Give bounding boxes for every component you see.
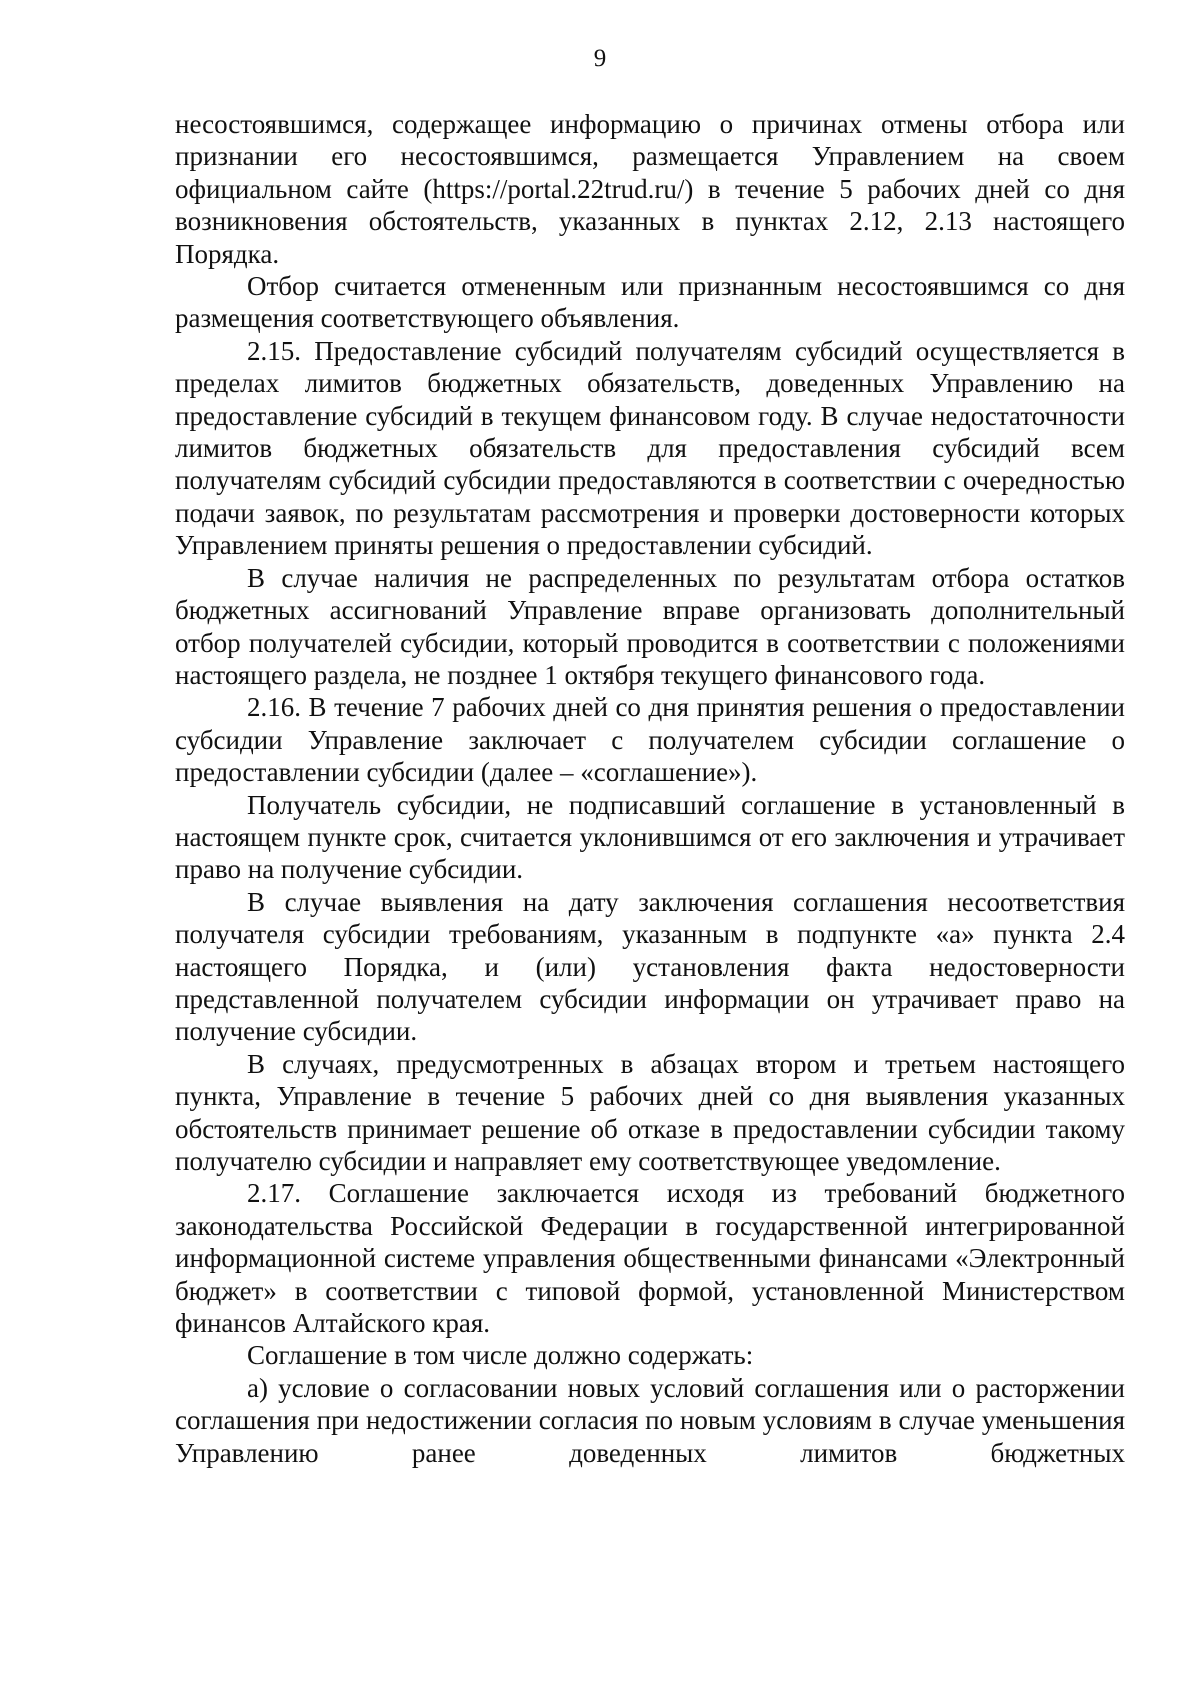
paragraph-agreement-contents: Соглашение в том числе должно содержать:	[247, 1340, 754, 1371]
paragraph-nonconformity: В случае выявления на дату заключения соглашения несоответствия получателя субсидии требованиям, указанным в подпункте «а» пункта 2.4 настоящего Порядка, и (или) установления факта недостоверности представленной получателем субсидии информации он утрачивает право на получение субсидии.	[175, 886, 1125, 1047]
document-body	[175, 108, 1125, 1469]
paragraph-continuation: несостоявшимся, содержащее информацию о причинах отмены отбора или признании его несостоявшимся, размещается Управлением на своем официальном сайте (https://portal.22trud.ru/) в течение 5 рабочих дней со дня возникновения обстоятельств, указанных в пунктах 2.12, 2.13 настоящего Порядка.	[175, 109, 1125, 269]
paragraph-clause-2-17: 2.17. Соглашение заключается исходя из требований бюджетного законодательства Российской Федерации в государственной интегрированной информационной системе управления общественными финансами «Электронный бюджет» в соответствии с типовой формой, установленной Министерством финансов Алтайского края.	[175, 1178, 1125, 1339]
paragraph-refusal-decision: В случаях, предусмотренных в абзацах втором и третьем настоящего пункта, Управление в течение 5 рабочих дней со дня выявления указанных обстоятельств принимает решение об отказе в предоставлении субсидии такому получателю субсидии и направляет ему соответствующее уведомление.	[175, 1048, 1125, 1176]
paragraph-additional-selection: В случае наличия не распределенных по результатам отбора остатков бюджетных ассигнований Управление вправе организовать дополнительный отбор получателей субсидии, который проводится в соответствии с положениями настоящего раздела, не позднее 1 октября текущего финансового года.	[175, 562, 1125, 690]
paragraph-clause-2-16: 2.16. В течение 7 рабочих дней со дня принятия решения о предоставлении субсидии Управление заключает с получателем субсидии соглашение о предоставлении субсидии (далее – «соглашение»).	[175, 692, 1125, 788]
page-number: 9	[593, 45, 607, 72]
paragraph-unsigned-agreement: Получатель субсидии, не подписавший соглашение в установленный в настоящем пункте срок, считается уклонившимся от его заключения и утрачивает право на получение субсидии.	[175, 789, 1125, 885]
paragraph-subclause-a: а) условие о согласовании новых условий соглашения или о расторжении соглашения при недостижении согласия по новым условиям в случае уменьшения Управлению ранее доведенных лимитов бюджетных	[175, 1372, 1125, 1468]
paragraph-clause-2-15: 2.15. Предоставление субсидий получателям субсидий осуществляется в пределах лимитов бюджетных обязательств, доведенных Управлению на предоставление субсидий в текущем финансовом году. В случае недостаточности лимитов бюджетных обязательств для предоставления субсидий всем получателям субсидий субсидии предоставляются в соответствии с очередностью подачи заявок, по результатам рассмотрения и проверки достоверности которых Управлением приняты решения о предоставлении субсидий.	[175, 335, 1125, 561]
paragraph-selection-cancelled: Отбор считается отмененным или признанным несостоявшимся со дня размещения соответствующего объявления.	[175, 271, 1125, 334]
